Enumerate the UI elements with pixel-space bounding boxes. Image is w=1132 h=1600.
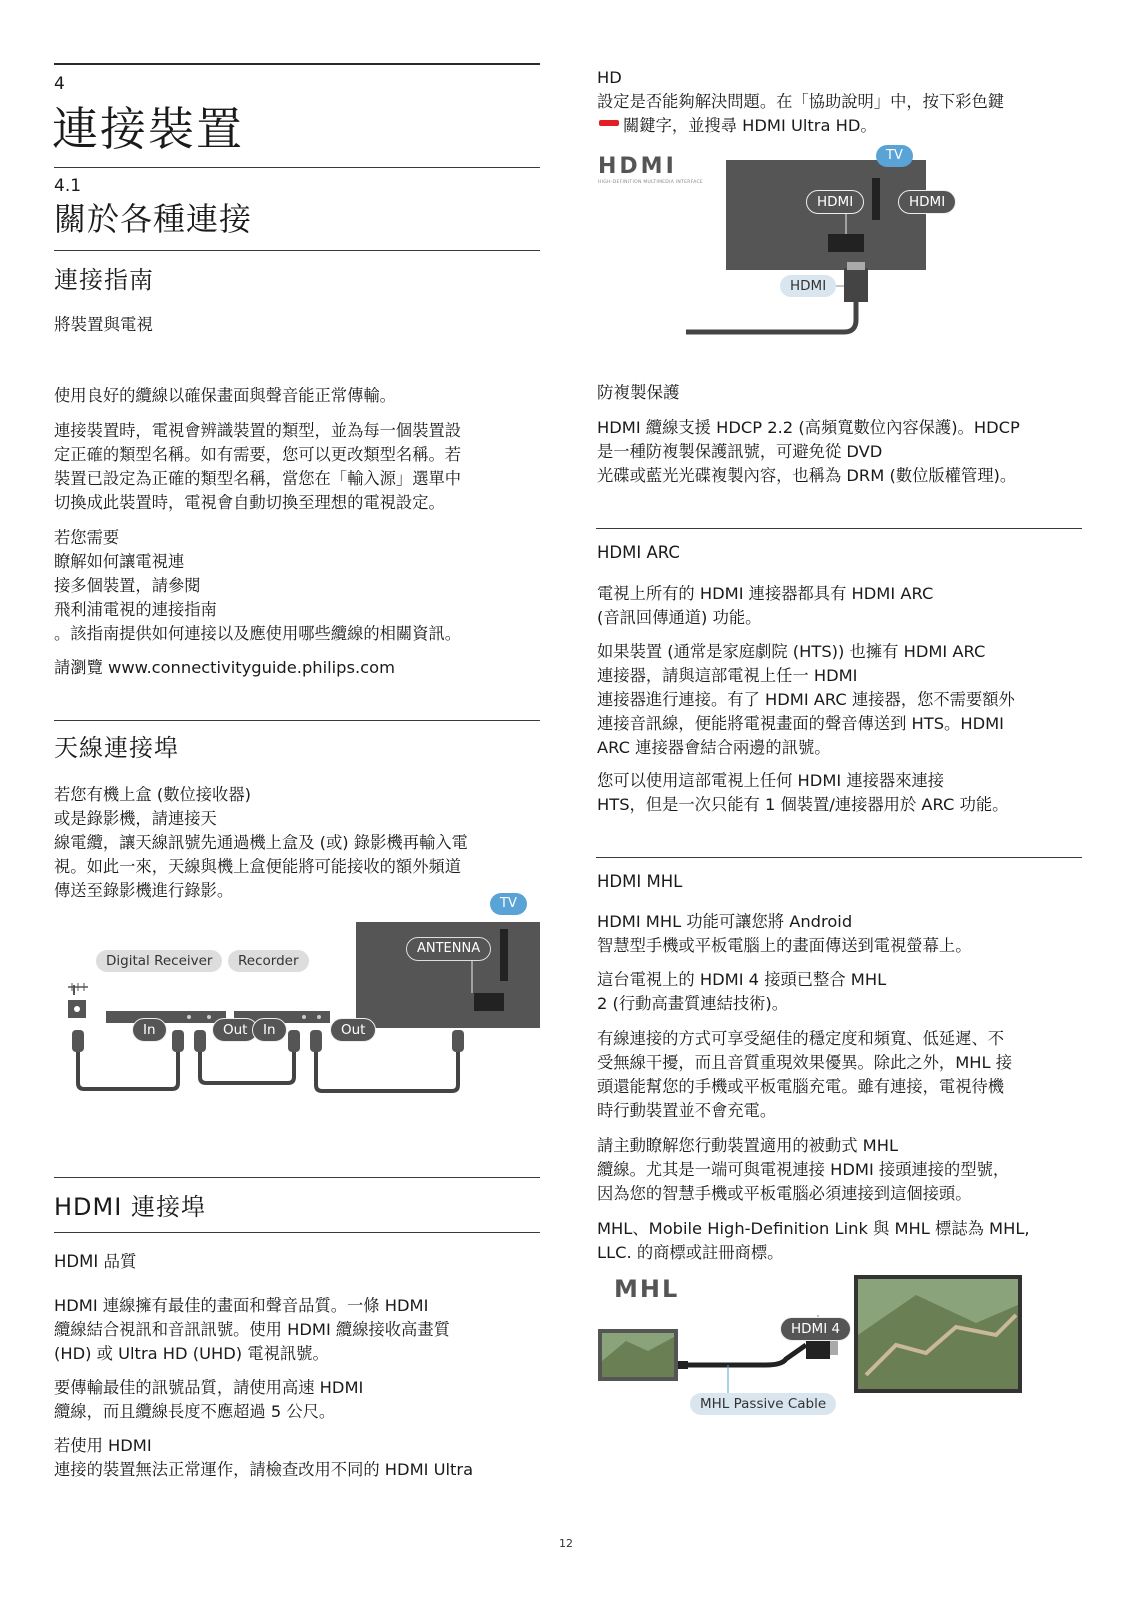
mhl-hdmi4-port: HDMI 4 bbox=[780, 1317, 851, 1341]
mhl-rule bbox=[596, 857, 1082, 858]
hdmi-cont-line-1: HD bbox=[597, 68, 622, 87]
antenna-diagram bbox=[54, 896, 540, 1110]
guide-heading: 連接指南 bbox=[54, 266, 154, 294]
arc-para-3: 您可以使用這部電視上任何 HDMI 連接器來連接 HTS，但是一次只能有 1 個裝置/連接器用於 ARC 功能。 bbox=[597, 771, 1009, 814]
section-rule bbox=[54, 167, 540, 168]
copy-protection-subheading: 防複製保護 bbox=[597, 383, 680, 402]
antenna-rule bbox=[54, 720, 540, 721]
recorder-label: Recorder bbox=[228, 950, 309, 972]
hdmi-heading: HDMI 連接埠 bbox=[54, 1193, 206, 1221]
guide-para-3: 若您需要 瞭解如何讓電視連 接多個裝置，請參閱 飛利浦電視的連接指南 。該指南提供如何連接以及應使用哪些纜線的相關資訊。 bbox=[54, 528, 462, 643]
hdmi-tv-badge: TV bbox=[876, 145, 913, 167]
copy-protection-para: HDMI 纜線支援 HDCP 2.2 (高頻寬數位內容保護)。HDCP 是一種防複製保護訊號，可避免從 DVD 光碟或藍光光碟複製內容，也稱為 DRM (數位版權管理)。 bbox=[597, 418, 1020, 485]
hdmi-diagram bbox=[596, 150, 1082, 350]
mhl-para-2: 這台電視上的 HDMI 4 接頭已整合 MHL 2 (行動高畫質連結技術)。 bbox=[597, 970, 887, 1013]
port-out-1: Out bbox=[212, 1018, 258, 1042]
guide-rule bbox=[54, 250, 540, 251]
guide-para-1: 使用良好的纜線以確保畫面與聲音能正常傳輸。 bbox=[54, 386, 396, 405]
hdmi-cont-line-2: 設定是否能夠解決問題。在「協助說明」中，按下彩色鍵 bbox=[597, 92, 1005, 111]
hdmi-port-1: HDMI bbox=[806, 190, 864, 214]
port-in-2: In bbox=[252, 1018, 287, 1042]
red-color-key-icon bbox=[599, 120, 619, 126]
digital-receiver-label: Digital Receiver bbox=[96, 950, 222, 972]
guide-subheading: 將裝置與電視 bbox=[54, 315, 153, 334]
guide-para-2: 連接裝置時，電視會辨識裝置的類型，並為每一個裝置設 定正確的類型名稱。如有需要，您可以更改類型名稱。若 裝置已設定為正確的類型名稱，當您在「輸入源」選單中 切換成此裝置時，電視會自動切換至理想的電視設定。 bbox=[54, 421, 462, 512]
arc-heading: HDMI ARC bbox=[597, 543, 680, 562]
antenna-label: ANTENNA bbox=[406, 937, 491, 961]
section-number: 4.1 bbox=[54, 176, 82, 196]
mhl-heading: HDMI MHL bbox=[597, 872, 683, 891]
antenna-heading: 天線連接埠 bbox=[54, 734, 179, 762]
chapter-title: 連接裝置 bbox=[52, 102, 244, 156]
port-out-2: Out bbox=[330, 1018, 376, 1042]
chapter-number: 4 bbox=[54, 74, 65, 94]
arc-para-1: 電視上所有的 HDMI 連接器都具有 HDMI ARC (音訊回傳通道) 功能。 bbox=[597, 584, 934, 627]
antenna-para: 若您有機上盒 (數位接收器) 或是錄影機，請連接天 線電纜，讓天線訊號先通過機上盒及 (或) 錄影機再輸入電 視。如此一來，天線與機上盒便能將可能接收的額外頻道 傳送至錄影機進行錄影。 bbox=[54, 785, 468, 900]
hdmi-cont-line-3: 關鍵字，並搜尋 HDMI Ultra HD。 bbox=[623, 116, 877, 135]
port-in-1: In bbox=[132, 1018, 167, 1042]
antenna-tv-badge: TV bbox=[490, 893, 527, 915]
mhl-cable-label: MHL Passive Cable bbox=[690, 1393, 836, 1415]
mhl-logo: MHL bbox=[614, 1275, 680, 1303]
guide-para-4: 請瀏覽 www.connectivityguide.philips.com bbox=[54, 658, 395, 677]
hdmi-logo-subtitle: HIGH-DEFINITION MULTIMEDIA INTERFACE bbox=[598, 180, 704, 185]
hdmi-para-3: 若使用 HDMI 連接的裝置無法正常運作，請檢查改用不同的 HDMI Ultra bbox=[54, 1436, 474, 1479]
hdmi-rule bbox=[54, 1177, 540, 1178]
mhl-para-3: 有線連接的方式可享受絕佳的穩定度和頻寬、低延遲、不 受無線干擾，而且音質重現效果優異。除此之外，MHL 接 頭還能幫您的手機或平板電腦充電。雖有連接，電視待機 時行動裝置並不會充電。 bbox=[597, 1029, 1013, 1120]
section-title: 關於各種連接 bbox=[54, 200, 253, 238]
hdmi-sub-rule bbox=[54, 1232, 540, 1233]
arc-rule bbox=[596, 528, 1082, 529]
hdmi-logo: HDMI bbox=[598, 154, 677, 179]
hdmi-cable-label: HDMI bbox=[780, 275, 836, 297]
arc-para-2: 如果裝置 (通常是家庭劇院 (HTS)) 也擁有 HDMI ARC 連接器，請與這部電視上任一 HDMI 連接器進行連接。有了 HDMI ARC 連接器，您不需要額外 連接音訊線，便能將電視畫面的聲音傳送到 HTS。HDMI ARC 連接器會結合兩邊的訊號。 bbox=[597, 642, 1015, 757]
mhl-para-5: MHL、Mobile High-Definition Link 與 MHL 標誌為 MHL, LLC. 的商標或註冊商標。 bbox=[597, 1219, 1030, 1262]
mhl-diagram bbox=[596, 1275, 1082, 1425]
hdmi-port-2: HDMI bbox=[898, 190, 956, 214]
chapter-rule bbox=[54, 63, 540, 65]
page-number: 12 bbox=[559, 1537, 573, 1550]
hdmi-para-2: 要傳輸最佳的訊號品質，請使用高速 HDMI 纜線，而且纜線長度不應超過 5 公尺。 bbox=[54, 1378, 364, 1421]
antenna-icon bbox=[68, 983, 88, 1018]
mhl-para-4: 請主動瞭解您行動裝置適用的被動式 MHL 纜線。尤其是一端可與電視連接 HDMI 接頭連接的型號， 因為您的智慧手機或平板電腦必須連接到這個接頭。 bbox=[597, 1136, 1010, 1203]
hdmi-quality-subheading: HDMI 品質 bbox=[54, 1252, 137, 1271]
mhl-para-1: HDMI MHL 功能可讓您將 Android 智慧型手機或平板電腦上的畫面傳送到電視螢幕上。 bbox=[597, 912, 972, 955]
hdmi-para-1: HDMI 連線擁有最佳的畫面和聲音品質。一條 HDMI 纜線結合視訊和音訊訊號。使用 HDMI 纜線接收高畫質 (HD) 或 Ultra HD (UHD) 電視訊號。 bbox=[54, 1296, 450, 1363]
